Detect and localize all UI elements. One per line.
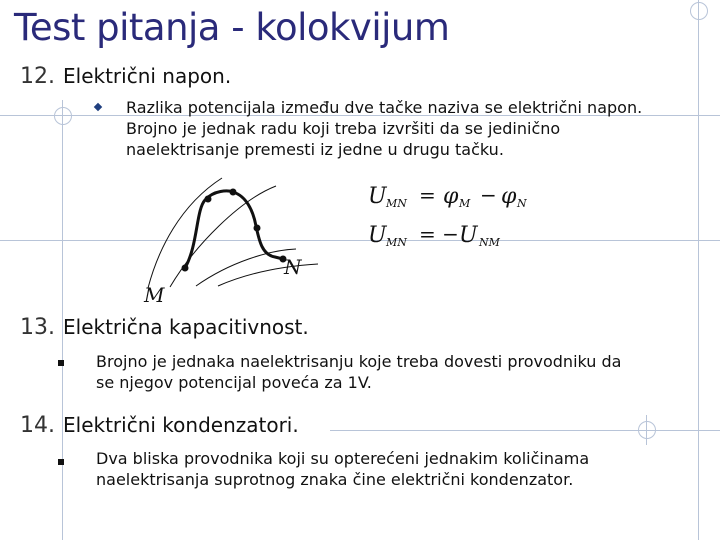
path-m-to-n xyxy=(185,191,283,268)
eq1-equals: = xyxy=(419,183,436,207)
label-m: M xyxy=(144,283,165,307)
equipotential-line-3 xyxy=(196,249,296,286)
eq1-minus: − xyxy=(480,183,497,207)
point-mid-2 xyxy=(230,189,237,196)
point-mid-1 xyxy=(205,196,212,203)
bullet-square-icon xyxy=(58,360,64,366)
item-13-line-1: Brojno je jednaka naelektrisanju koje treba dovesti provodniku da xyxy=(96,352,622,371)
eq1-lhs: U xyxy=(368,184,387,209)
eq2-equals-minus: = − xyxy=(419,222,459,246)
item-14-text xyxy=(96,448,589,490)
item-13-line-2: se njegov potencijal poveća za 1V. xyxy=(96,373,372,392)
item-12-line-1: Razlika potencijala između dve tačke naziva se električni napon. xyxy=(126,98,643,117)
item-12-line-2: Brojno je jednak radu koji treba izvršiti da se jedinično xyxy=(126,119,561,138)
item-14-number: 14. xyxy=(20,413,55,438)
eq1-phi-m: φ xyxy=(443,184,459,209)
item-13-text xyxy=(96,351,621,393)
equipotential-line-4 xyxy=(218,264,318,286)
point-mid-3 xyxy=(254,225,261,232)
equation-2 xyxy=(368,222,501,249)
item-14-title: Električni kondenzatori. xyxy=(63,413,299,437)
eq2-rhs-sub: NM xyxy=(479,236,500,249)
eq1-phi-n-sub: N xyxy=(517,197,527,210)
item-13-title: Električna kapacitivnost. xyxy=(63,315,309,339)
bullet-square-icon xyxy=(58,459,64,465)
eq2-rhs: U xyxy=(459,223,478,248)
item-14-line-2: naelektrisanja suprotnog znaka čine električni kondenzator. xyxy=(96,470,574,489)
item-12-title: Električni napon. xyxy=(63,64,232,88)
item-13-number: 13. xyxy=(20,315,55,340)
point-m xyxy=(182,265,189,272)
item-14-line-1: Dva bliska provodnika koji su opterećeni jednakim količinama xyxy=(96,449,590,468)
eq2-lhs: U xyxy=(368,223,387,248)
item-12-line-3: naelektrisanje premesti iz jedne u drugu tačku. xyxy=(126,140,504,159)
label-n: N xyxy=(284,255,302,279)
equation-1 xyxy=(368,183,527,210)
eq1-phi-n: φ xyxy=(501,184,517,209)
eq2-lhs-sub: MN xyxy=(386,236,407,249)
eq1-lhs-sub: MN xyxy=(386,197,407,210)
slide-title: Test pitanja - kolokvijum xyxy=(14,6,450,49)
item-14-heading xyxy=(20,413,299,438)
item-13-heading xyxy=(20,315,309,340)
item-12-number: 12. xyxy=(20,64,55,89)
eq1-phi-m-sub: M xyxy=(459,197,471,210)
